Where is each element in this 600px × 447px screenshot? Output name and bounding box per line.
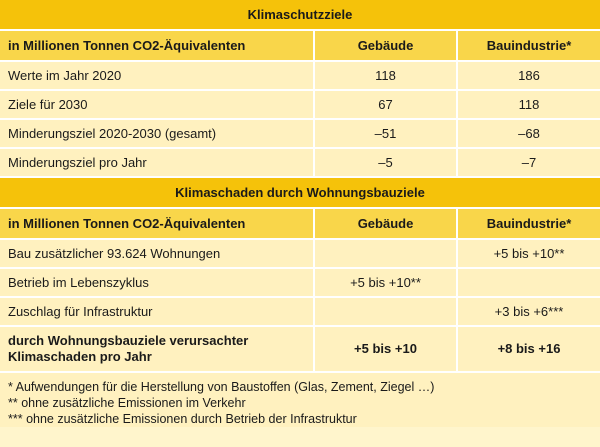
table-row <box>0 148 600 177</box>
cell-value: 118 <box>457 90 600 119</box>
column-header-bauindustrie: Bauindustrie* <box>457 208 600 239</box>
column-header-bauindustrie: Bauindustrie* <box>457 30 600 61</box>
total-gebaeude: +5 bis +10 <box>314 326 457 372</box>
section-title: Klimaschaden durch Wohnungsbauziele <box>0 177 600 208</box>
column-header-gebaeude: Gebäude <box>314 208 457 239</box>
unit-header: in Millionen Tonnen CO2-Äquivalenten <box>0 30 314 61</box>
cell-value: –68 <box>457 119 600 148</box>
row-label: Minderungsziel pro Jahr <box>0 148 314 177</box>
cell-value: +5 bis +10** <box>314 268 457 297</box>
section-title-row <box>0 0 600 30</box>
row-label: Betrieb im Lebenszyklus <box>0 268 314 297</box>
table-row <box>0 61 600 90</box>
total-bauindustrie: +8 bis +16 <box>457 326 600 372</box>
cell-value: +3 bis +6*** <box>457 297 600 326</box>
cell-value: 67 <box>314 90 457 119</box>
cell-value <box>457 268 600 297</box>
section-title: Klimaschutzziele <box>0 0 600 30</box>
table-row <box>0 119 600 148</box>
cell-value: –5 <box>314 148 457 177</box>
column-header-gebaeude: Gebäude <box>314 30 457 61</box>
header-row <box>0 30 600 61</box>
row-label: Ziele für 2030 <box>0 90 314 119</box>
unit-header: in Millionen Tonnen CO2-Äquivalenten <box>0 208 314 239</box>
row-label: Zuschlag für Infrastruktur <box>0 297 314 326</box>
total-label-line2: Klimaschaden pro Jahr <box>8 349 152 364</box>
cell-value: –51 <box>314 119 457 148</box>
total-label-line1: durch Wohnungsbauziele verursachter <box>8 333 249 348</box>
cell-value <box>314 297 457 326</box>
cell-value <box>314 239 457 268</box>
footnote: * Aufwendungen für die Herstellung von Baustoffen (Glas, Zement, Ziegel …) <box>8 380 435 394</box>
total-row <box>0 326 600 372</box>
row-label: Werte im Jahr 2020 <box>0 61 314 90</box>
cell-value: –7 <box>457 148 600 177</box>
cell-value: +5 bis +10** <box>457 239 600 268</box>
cell-value: 118 <box>314 61 457 90</box>
row-label: Minderungsziel 2020-2030 (gesamt) <box>0 119 314 148</box>
table-row <box>0 239 600 268</box>
header-row <box>0 208 600 239</box>
cell-value: 186 <box>457 61 600 90</box>
row-label: Bau zusätzlicher 93.624 Wohnungen <box>0 239 314 268</box>
footnote: ** ohne zusätzliche Emissionen im Verkehr <box>8 396 246 410</box>
total-label <box>0 326 314 372</box>
footnotes <box>0 373 600 427</box>
table-row <box>0 268 600 297</box>
section-title-row <box>0 177 600 208</box>
table-row <box>0 90 600 119</box>
table-row <box>0 297 600 326</box>
footnote: *** ohne zusätzliche Emissionen durch Betrieb der Infrastruktur <box>8 412 357 426</box>
